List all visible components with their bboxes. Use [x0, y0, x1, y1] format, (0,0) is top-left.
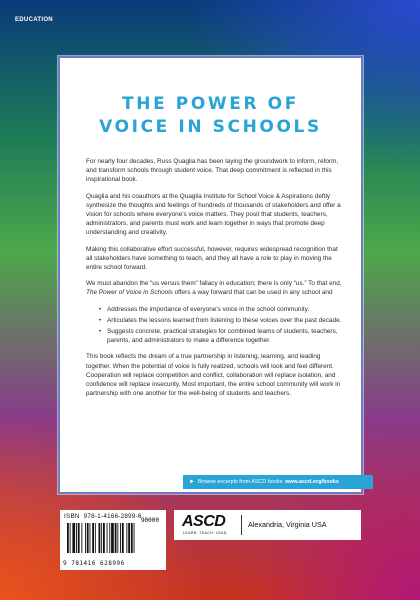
barcode-bar [109, 523, 110, 553]
barcode-bar [85, 523, 86, 553]
barcode-bar [120, 523, 121, 553]
barcode-bar [101, 523, 102, 553]
bullet-item: • Articulates the lessons learned from listening to these voices over the past decade. [99, 316, 343, 325]
ascd-logo-text: ASCD [182, 513, 226, 530]
barcode-image [66, 517, 161, 559]
category-label: EDUCATION [15, 17, 53, 23]
barcode-bar [78, 523, 80, 553]
description-paragraph: This book reflects the dream of a true partnership in listening, learning, and leading together. When the potential of voice is fully realized, schools will look and feel different. Cooperation will replace competition and conflict, collaboration will replace isolation, and confidence will replace insecurity. Most important, the entire school community will work in partnership with one another for the well-being of students and teachers. [86, 353, 341, 398]
banner-text: Browse excerpts from ASCD books: [197, 479, 286, 485]
description-paragraph: Quaglia and his coauthors at the Quaglia Institute for School Voice & Aspirations deftly synthesize the thoughts and feelings of hundreds of thousands of stakeholders and offer a vision for schools where everyone's voice matters. They posit that students, teachers, administrators, and parents must work and learn together in ways that promote deep understanding and creativity. [86, 192, 341, 237]
barcode-bar [107, 523, 108, 553]
isbn-number: 978-1-4166-2899-6 [83, 513, 142, 520]
barcode-bar [99, 523, 101, 553]
barcode-bar [95, 523, 96, 553]
browse-excerpts-banner[interactable] [183, 475, 373, 489]
banner-url[interactable]: www.ascd.org/books [285, 479, 339, 485]
price-code: 90000 [140, 517, 159, 524]
barcode-bar [122, 523, 124, 553]
barcode-panel [60, 510, 166, 570]
description-paragraph: For nearly four decades, Russ Quaglia has been laying the groundwork to inform, reform, and transform schools through student voice. That deep commitment is reflected in this inspirational book. [86, 158, 339, 184]
publisher-panel [174, 510, 361, 540]
paragraph-text: We must abandon the “us versus them” fallacy in education; there is only “us.” To that end, [86, 280, 342, 288]
barcode-bar [126, 523, 127, 553]
barcode-bar [76, 523, 77, 553]
barcode-bar [90, 523, 91, 553]
isbn-label: ISBN [64, 513, 80, 520]
barcode-bar [72, 523, 75, 553]
barcode-bar [67, 523, 69, 553]
book-title [60, 93, 361, 139]
ascd-tagline: LEARN. TEACH. LEAD. [183, 531, 229, 535]
description-paragraph [86, 279, 343, 297]
description [86, 157, 343, 405]
barcode-bar [115, 523, 117, 553]
barcode-bar [103, 523, 105, 553]
arrow-icon: ► [189, 479, 195, 485]
publisher-location: Alexandria, Virginia USA [248, 520, 327, 529]
barcode-bar [81, 523, 82, 553]
barcode-digits: 9 781416 628996 [63, 560, 125, 567]
barcode-bar [131, 523, 133, 553]
paragraph-text: offers a way forward that can be used in any school and [172, 289, 333, 297]
bullet-item: • Addresses the importance of everyone's voice in the school community. [99, 305, 343, 314]
book-title-line-1: THE POWER OF [122, 94, 299, 114]
ascd-logo [182, 513, 234, 537]
back-cover-panel [58, 56, 363, 494]
barcode-bar [92, 523, 94, 553]
book-title-line-2: VOICE IN SCHOOLS [99, 117, 322, 137]
barcode-bar [134, 523, 135, 553]
barcode-bar [117, 523, 118, 553]
bullet-item: • Suggests concrete, practical strategies for combined teams of students, teachers, parents, and administrators to make a difference together. [99, 327, 343, 345]
bullet-list [99, 305, 343, 346]
book-title-italic: The Power of Voice in Schools [86, 289, 173, 297]
description-paragraph: Making this collaborative effort successful, however, requires widespread recognition that all stakeholders have something to teach, and they all have a role to play in moving the entire school forward. [86, 245, 338, 272]
barcode-bar [111, 523, 114, 553]
barcode-bar [70, 523, 71, 553]
barcode-bar [87, 523, 89, 553]
divider [241, 515, 242, 535]
barcode-bar [128, 523, 130, 553]
